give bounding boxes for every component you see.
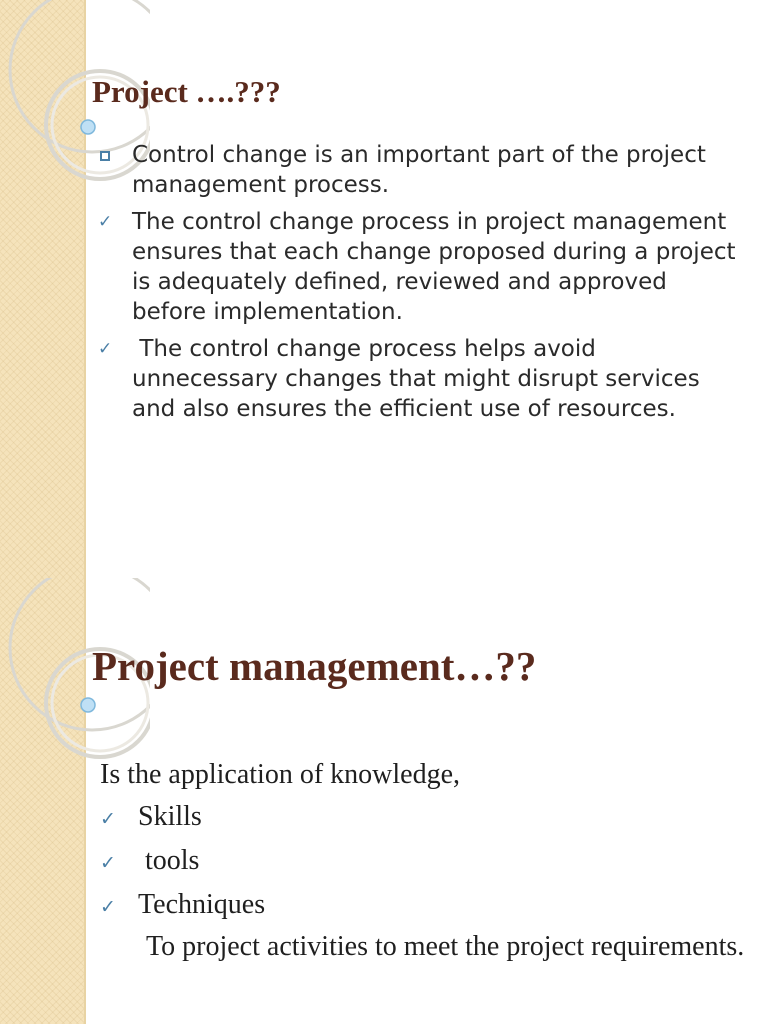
sidebar-pattern [0, 0, 86, 578]
checkmark-icon: ✓ [98, 339, 113, 359]
bullet-item [98, 140, 748, 200]
list-item [100, 884, 750, 928]
slide-2 [0, 578, 768, 1024]
sidebar-pattern [0, 578, 86, 1024]
bullet-text: The control change process helps avoid unnecessary changes that might disrupt services and also ensures the efficient use of resources. [132, 336, 707, 422]
bullet-text: Control change is an important part of the project management process. [132, 142, 706, 198]
checkmark-icon: ✓ [100, 852, 116, 874]
checkmark-icon: ✓ [98, 212, 113, 232]
bullet-list [98, 140, 748, 431]
item-text: Skills [138, 801, 202, 832]
bullet-item [98, 207, 748, 327]
bullet-text: The control change process in project management ensures that each change proposed during a project is adequately defined, reviewed and approved before implementation. [132, 209, 736, 325]
square-bullet-icon [100, 151, 110, 161]
checkmark-icon: ✓ [100, 808, 116, 830]
intro-text: Is the application of knowledge, [100, 759, 461, 790]
item-text: Techniques [138, 889, 266, 920]
closing-text: To project activities to meet the project requirements. [146, 931, 745, 962]
list-item [100, 840, 750, 884]
list-item [100, 796, 750, 840]
slide-title: Project ….??? [92, 74, 281, 109]
checkmark-icon: ✓ [100, 896, 116, 918]
bullet-item [98, 334, 748, 424]
slide-body [100, 754, 750, 964]
item-text: tools [138, 845, 200, 876]
slide-title: Project management…?? [92, 643, 537, 689]
